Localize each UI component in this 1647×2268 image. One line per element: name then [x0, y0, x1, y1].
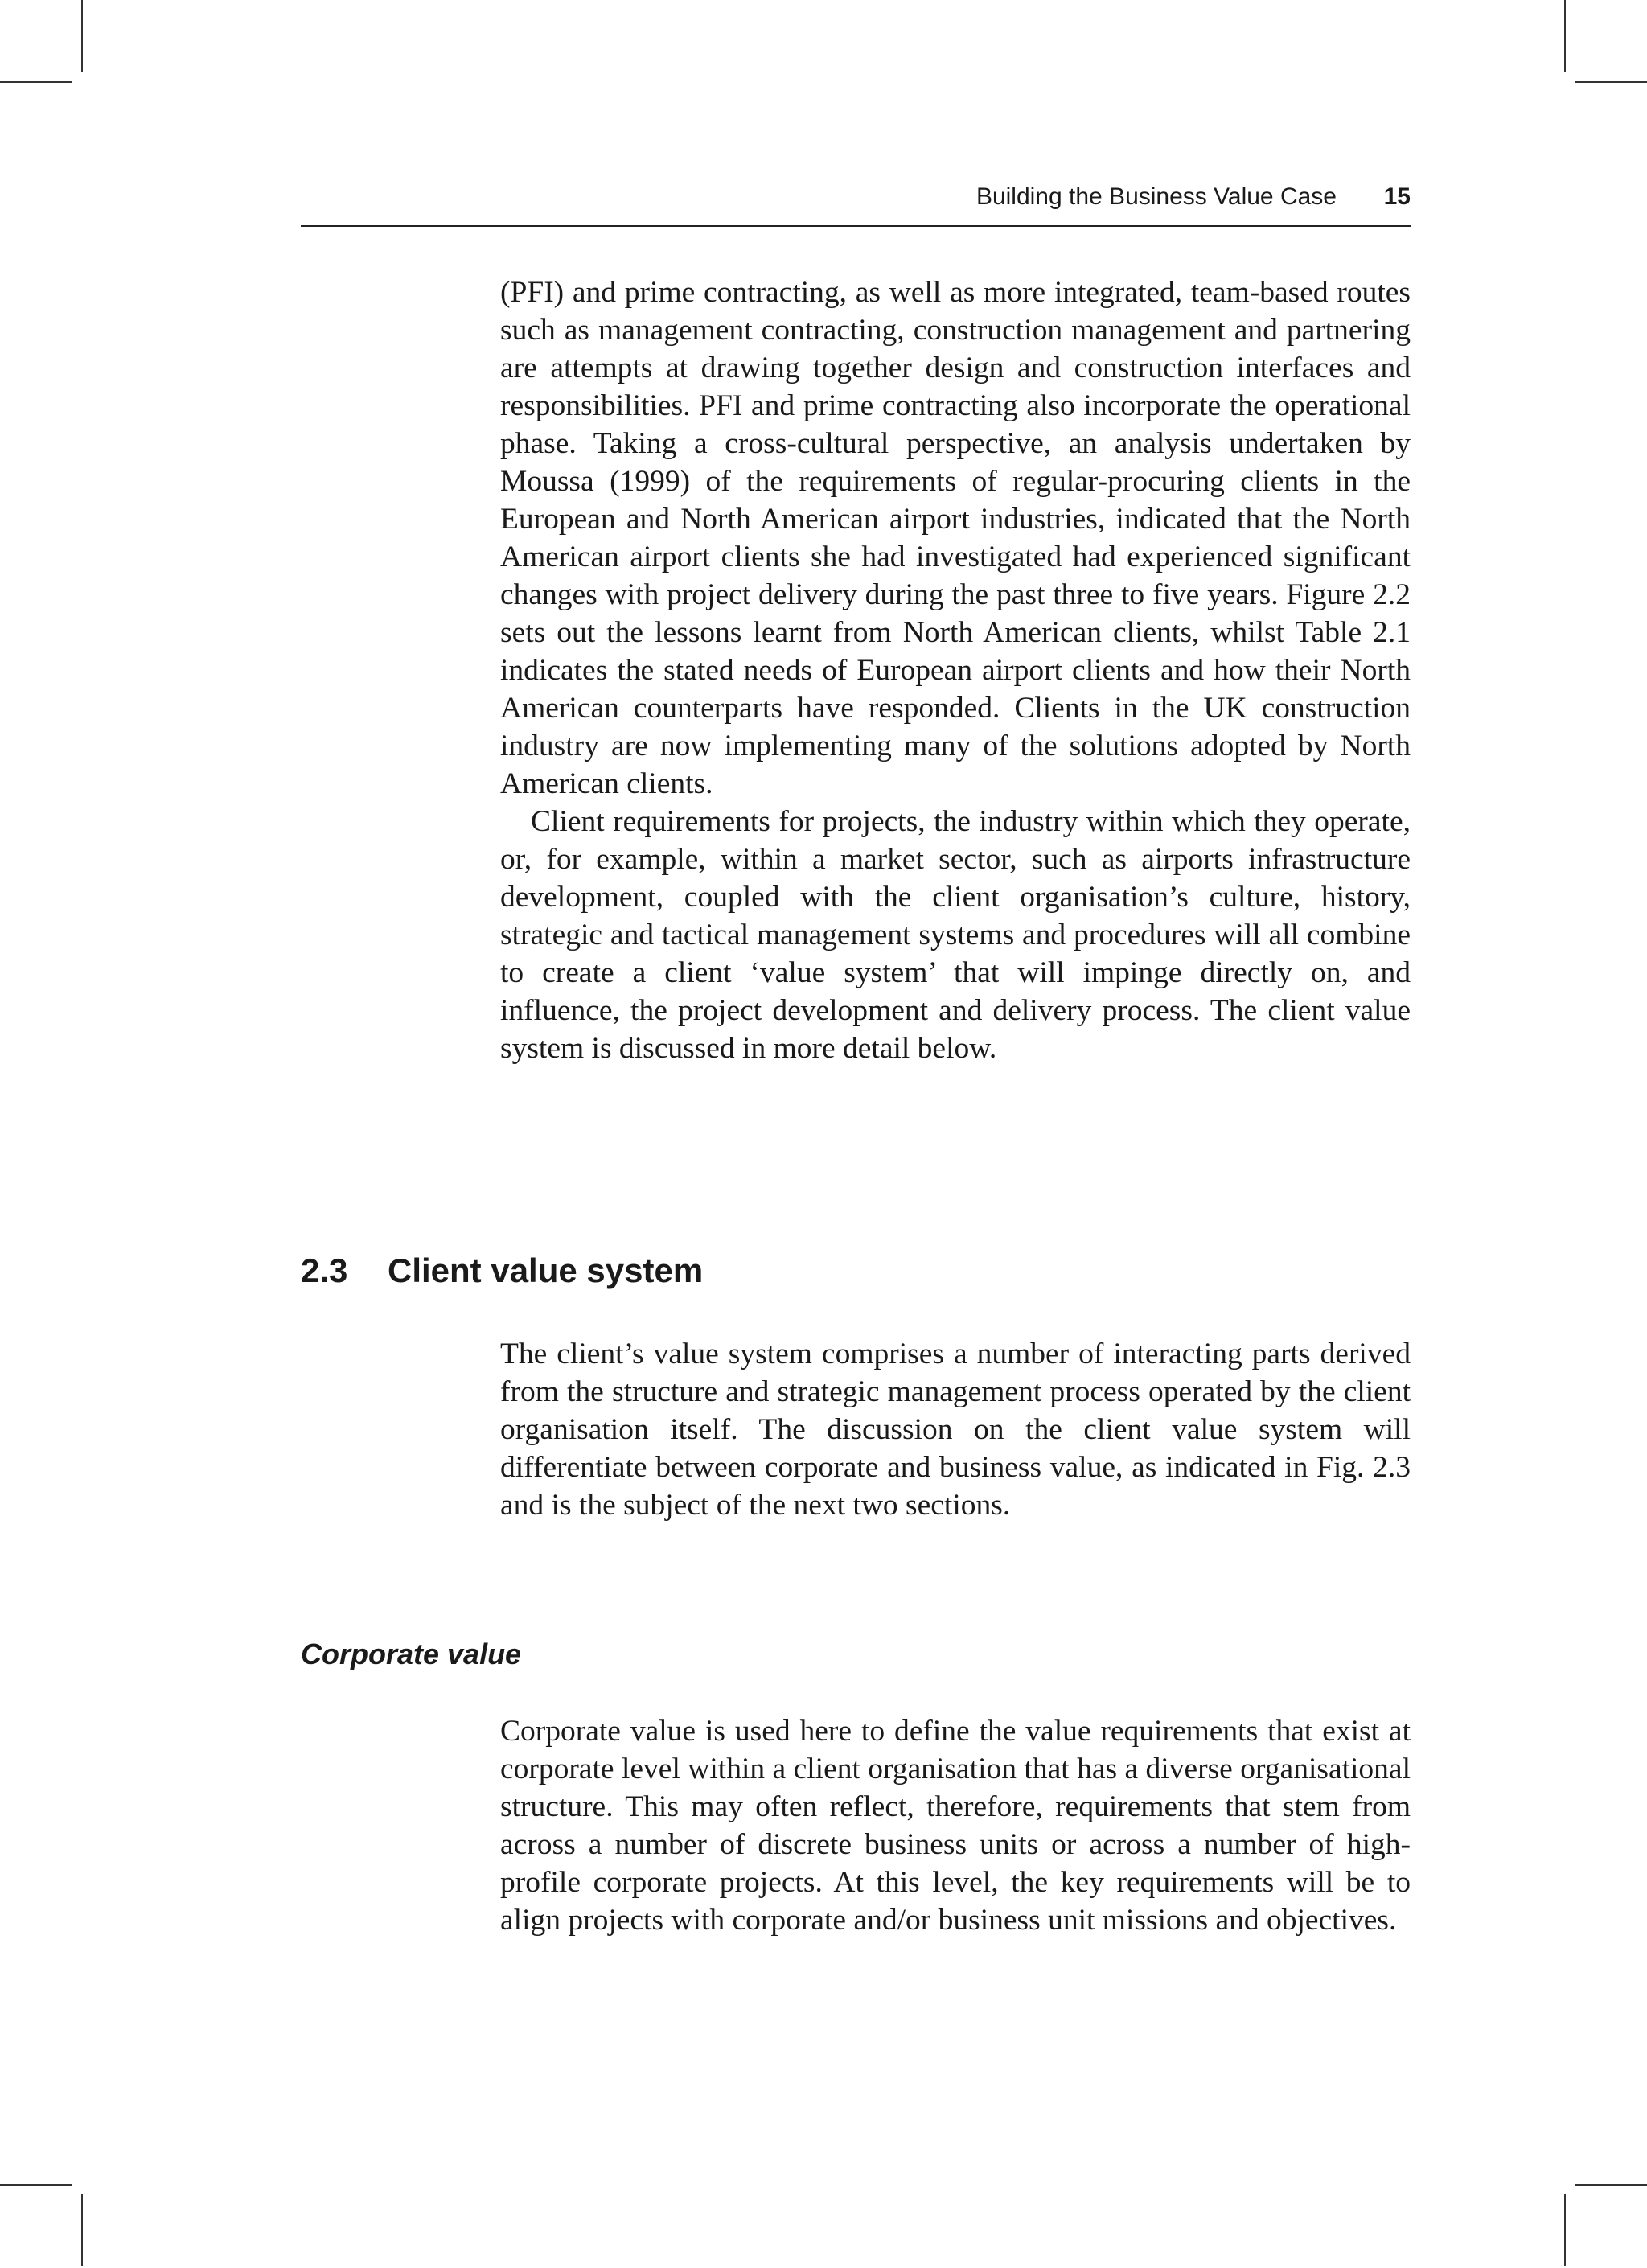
section-title: Client value system — [388, 1251, 704, 1289]
crop-mark — [0, 81, 72, 83]
section-paragraph: The client’s value system comprises a number of interacting parts derived from the structure and strategic management process operated by the client organisation itself. The discussion on the client value system will differentiate between corporate and business value, as indicated in Fig. 2.3 and is the subject of the next two sections. — [500, 1337, 1411, 1522]
subsection-text — [500, 1712, 1411, 1939]
crop-mark — [81, 2194, 83, 2266]
intro-paragraph-1: (PFI) and prime contracting, as well as more integrated, team-based routes such as management contracting, construction management and partnering are attempts at drawing together design and construction interfaces and responsibilities. PFI and prime contracting also incorporate the operational phase. Taking a cross-cultural perspective, an analysis undertaken by Moussa (1999) of the requirements of regular-procuring clients in the European and North American airport industries, indicated that the North American airport clients she had investigated had experienced significant changes with project delivery during the past three to five years. Figure 2.2 sets out the lessons learnt from North American clients, whilst Table 2.1 indicates the stated needs of European airport clients and how their North American counterparts have responded. Clients in the UK construction industry are now implementing many of the solutions adopted by North American clients. — [500, 276, 1411, 800]
crop-mark — [81, 0, 83, 72]
intro-paragraph-2: Client requirements for projects, the industry within which they operate, or, for example, within a market sector, such as airports infrastructure development, coupled with the client organisation’s culture, history, strategic and tactical management systems and procedures will all combine to create a client ‘value system’ that will impinge directly on, and influence, the project development and delivery process. The client value system is discussed in more detail below. — [500, 805, 1411, 1065]
section-heading — [301, 1251, 703, 1290]
running-title: Building the Business Value Case — [975, 183, 1337, 210]
crop-mark — [0, 2184, 72, 2186]
running-header — [301, 183, 1411, 227]
intro-text — [500, 273, 1411, 1067]
crop-mark — [1564, 0, 1566, 72]
subsection-heading: Corporate value — [301, 1637, 522, 1670]
crop-mark — [1575, 2184, 1647, 2186]
page-number: 15 — [1383, 183, 1411, 210]
crop-mark — [1564, 2194, 1566, 2266]
crop-mark — [1575, 81, 1647, 83]
section-text — [500, 1335, 1411, 1524]
section-number: 2.3 — [301, 1251, 348, 1289]
subsection-paragraph: Corporate value is used here to define the value requirements that exist at corporate level within a client organisation that has a diverse organisational structure. This may often reflect, therefore, requirements that stem from across a number of discrete business units or across a number of high-profile corporate projects. At this level, the key requirements will be to align projects with corporate and/or business unit missions and objectives. — [500, 1715, 1411, 1937]
